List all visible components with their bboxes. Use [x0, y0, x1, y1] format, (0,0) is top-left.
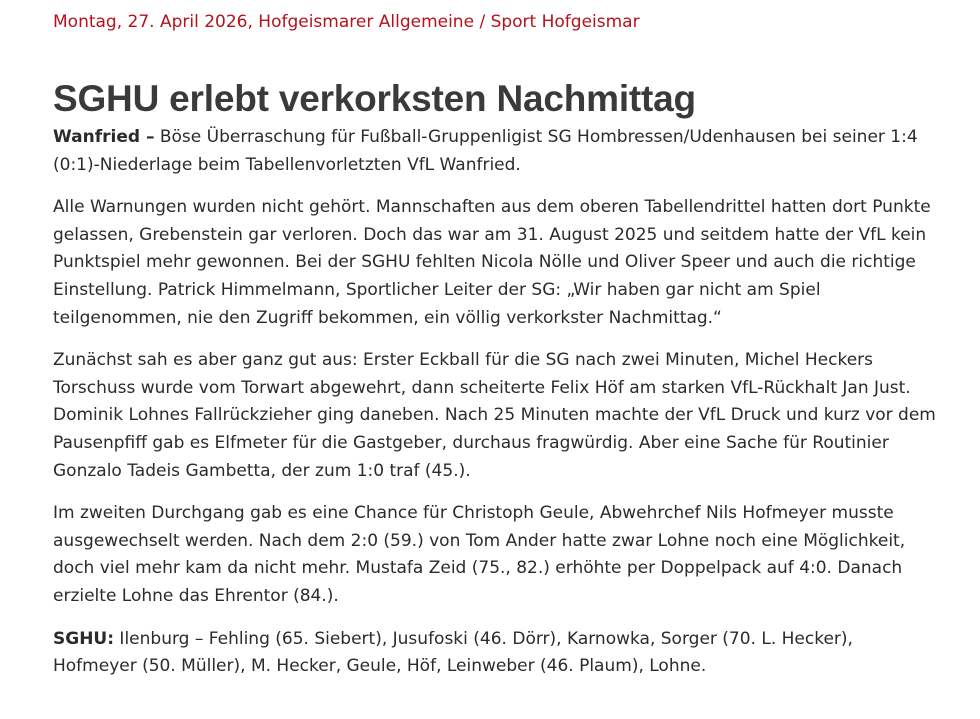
article-paragraph-1: Alle Warnungen wurden nicht gehört. Mannschaften aus dem oberen Tabellendrittel hatten dort Punkte gelassen, Grebenstein gar verloren. Doch das war am 31. August 2025 und seitdem hatte der VfL kein Punktspiel mehr gewonnen. Bei der SGHU fehlten Nicola Nölle und Oliver Speer und auch die richtige Einstellung. Patrick Himmelmann, Sportlicher Leiter der SG: „Wir haben gar nicht am Spiel teilgenommen, nie den Zugriff bekommen, ein völlig verkorkster Nachmittag.“ [53, 197, 931, 328]
article-lineup-paragraph [53, 626, 936, 681]
article-paragraph-2: Zunächst sah es aber ganz gut aus: Erster Eckball für die SG nach zwei Minuten, Michel Heckers Torschuss wurde vom Torwart abgewehrt, dann scheiterte Felix Höf am starken VfL-Rückhalt Jan Just. Dominik Lohnes Fallrückzieher ging daneben. Nach 25 Minuten machte der VfL Druck und kurz vor dem Pausenpfiff gab es Elfmeter für die Gastgeber, durchaus fragwürdig. Aber eine Sache für Routinier Gonzalo Tadeis Gambetta, der zum 1:0 traf (45.). [53, 350, 936, 481]
lead-text: Böse Überraschung für Fußball-Gruppenligist SG Hombressen/Udenhausen bei seiner 1:4 (0:1)-Niederlage beim Tabellenvorletzten VfL Wanfried. [53, 127, 918, 175]
article-paragraph-3: Im zweiten Durchgang gab es eine Chance für Christoph Geule, Abwehrchef Nils Hofmeyer musste ausgewechselt werden. Nach dem 2:0 (59.) von Tom Ander hatte zwar Lohne noch eine Möglichkeit, doch viel mehr kam da nicht mehr. Mustafa Zeid (75., 82.) erhöhte per Doppelpack auf 4:0. Danach erzielte Lohne das Ehrentor (84.). [53, 503, 906, 606]
lead-location-label: Wanfried – [53, 127, 155, 147]
lineup-team-label: SGHU: [53, 628, 115, 649]
article-dateline: Montag, 27. April 2026, Hofgeismarer Allgemeine / Sport Hofgeismar [53, 12, 640, 32]
lineup-text: Ilenburg – Fehling (65. Siebert), Jusufoski (46. Dörr), Karnowka, Sorger (70. L. Hecker), Hofmeyer (50. Müller), M. Hecker, Geule, Höf, Leinweber (46. Plaum), Lohne. [53, 628, 853, 677]
article-lead-paragraph [53, 124, 936, 179]
article-headline: SGHU erlebt verkorksten Nachmittag [53, 78, 696, 119]
